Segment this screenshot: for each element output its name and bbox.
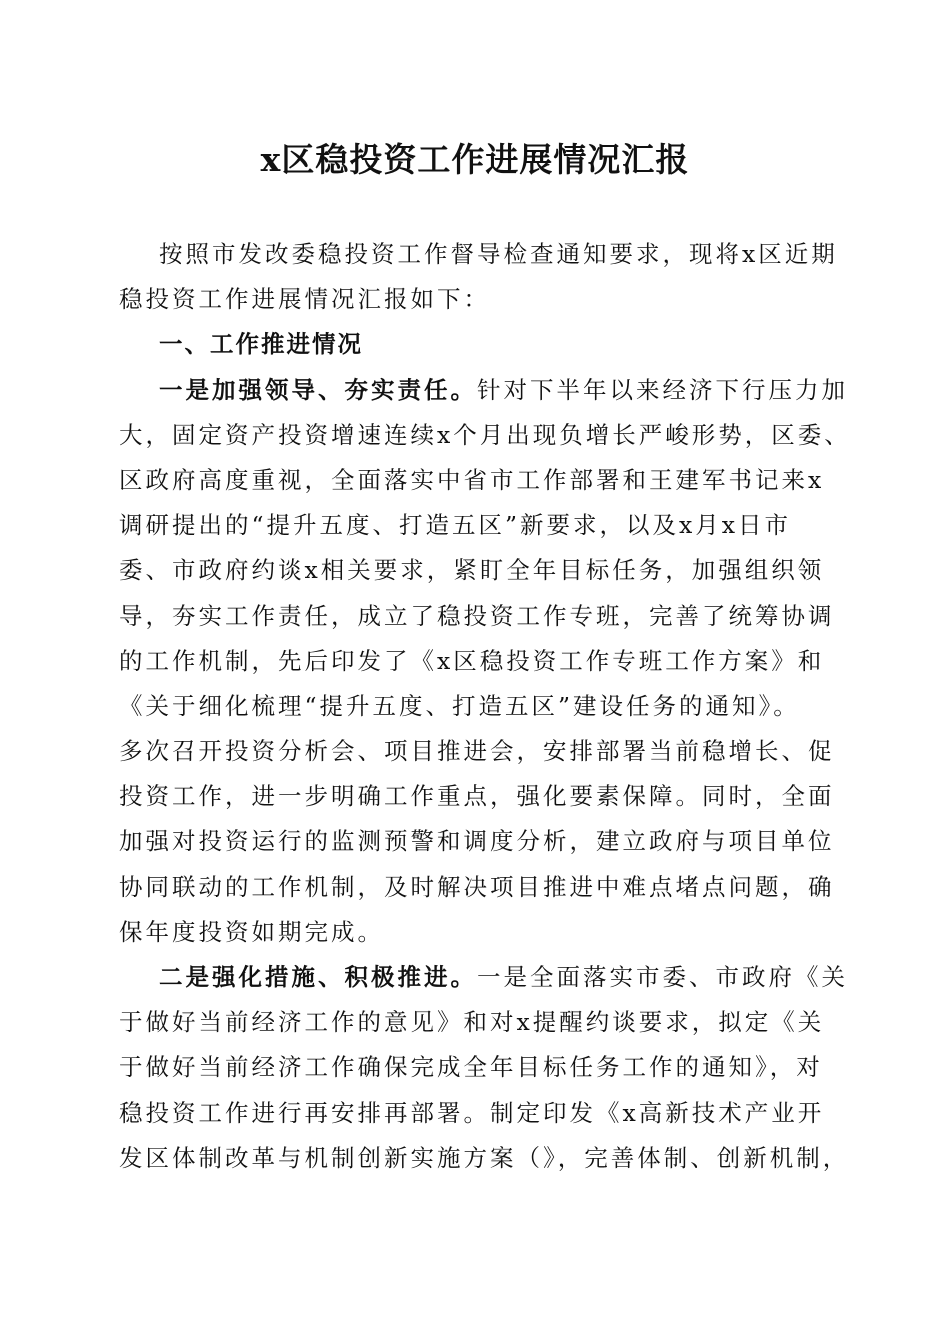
paragraph-1-line: 调研提出的“提升五度、打造五区”新要求，以及x月x日市 [119,511,792,540]
paragraph-1-line: 多次召开投资分析会、项目推进会，安排部署当前稳增长、促 [119,737,835,766]
paragraph-1-line: 加强对投资运行的监测预警和调度分析，建立政府与项目单位 [119,827,835,856]
paragraph-2-line: 于做好当前经济工作确保完成全年目标任务工作的通知》，对 [119,1053,823,1082]
paragraph-2-line: 发区体制改革与机制创新实施方案（》，完善体制、创新机制， [119,1143,850,1172]
paragraph-1-first-rest: 针对下半年以来经济下行压力加 [477,375,848,404]
paragraph-1-line: 导，夯实工作责任，成立了稳投资工作专班，完善了统筹协调 [119,601,835,630]
intro-line-1: 按照市发改委稳投资工作督导检查通知要求，现将x区近期 [159,240,838,268]
paragraph-1-line: 委、市政府约谈x相关要求，紧盯全年目标任务，加强组织领 [119,556,825,585]
paragraph-1-line: 区政府高度重视，全面落实中省市工作部署和王建军书记来x [119,465,825,494]
paragraph-1-line: 协同联动的工作机制，及时解决项目推进中难点堵点问题，确 [119,872,835,901]
paragraph-1-line: 大，固定资产投资增速连续x个月出现负增长严峻形势，区委、 [119,420,851,449]
paragraph-2-first-rest: 一是全面落实市委、市政府《关 [477,963,848,991]
paragraph-1-line: 投资工作，进一步明确工作重点，强化要素保障。同时，全面 [119,782,835,811]
paragraph-1-first-line [119,368,848,413]
document-body [119,232,851,1181]
paragraph-1-lead: 一是加强领导、夯实责任。 [159,375,477,404]
paragraph-2-first-line [119,955,848,1000]
document-title: x区稳投资工作进展情况汇报 [260,140,690,179]
section-heading: 一、工作推进情况 [159,330,363,359]
paragraph-1-line: 保年度投资如期完成。 [119,917,384,946]
paragraph-2-line: 稳投资工作进行再安排再部署。制定印发《x高新技术产业开 [119,1098,825,1127]
intro-line-2: 稳投资工作进展情况汇报如下： [119,285,490,314]
paragraph-1-line: 《关于细化梳理“提升五度、打造五区”建设任务的通知》。 [119,691,800,720]
paragraph-1-line: 的工作机制，先后印发了《x区稳投资工作专班工作方案》和 [119,646,825,675]
paragraph-2-line: 于做好当前经济工作的意见》和对x提醒约谈要求，拟定《关 [119,1008,825,1037]
paragraph-2-lead: 二是强化措施、积极推进。 [159,963,477,991]
